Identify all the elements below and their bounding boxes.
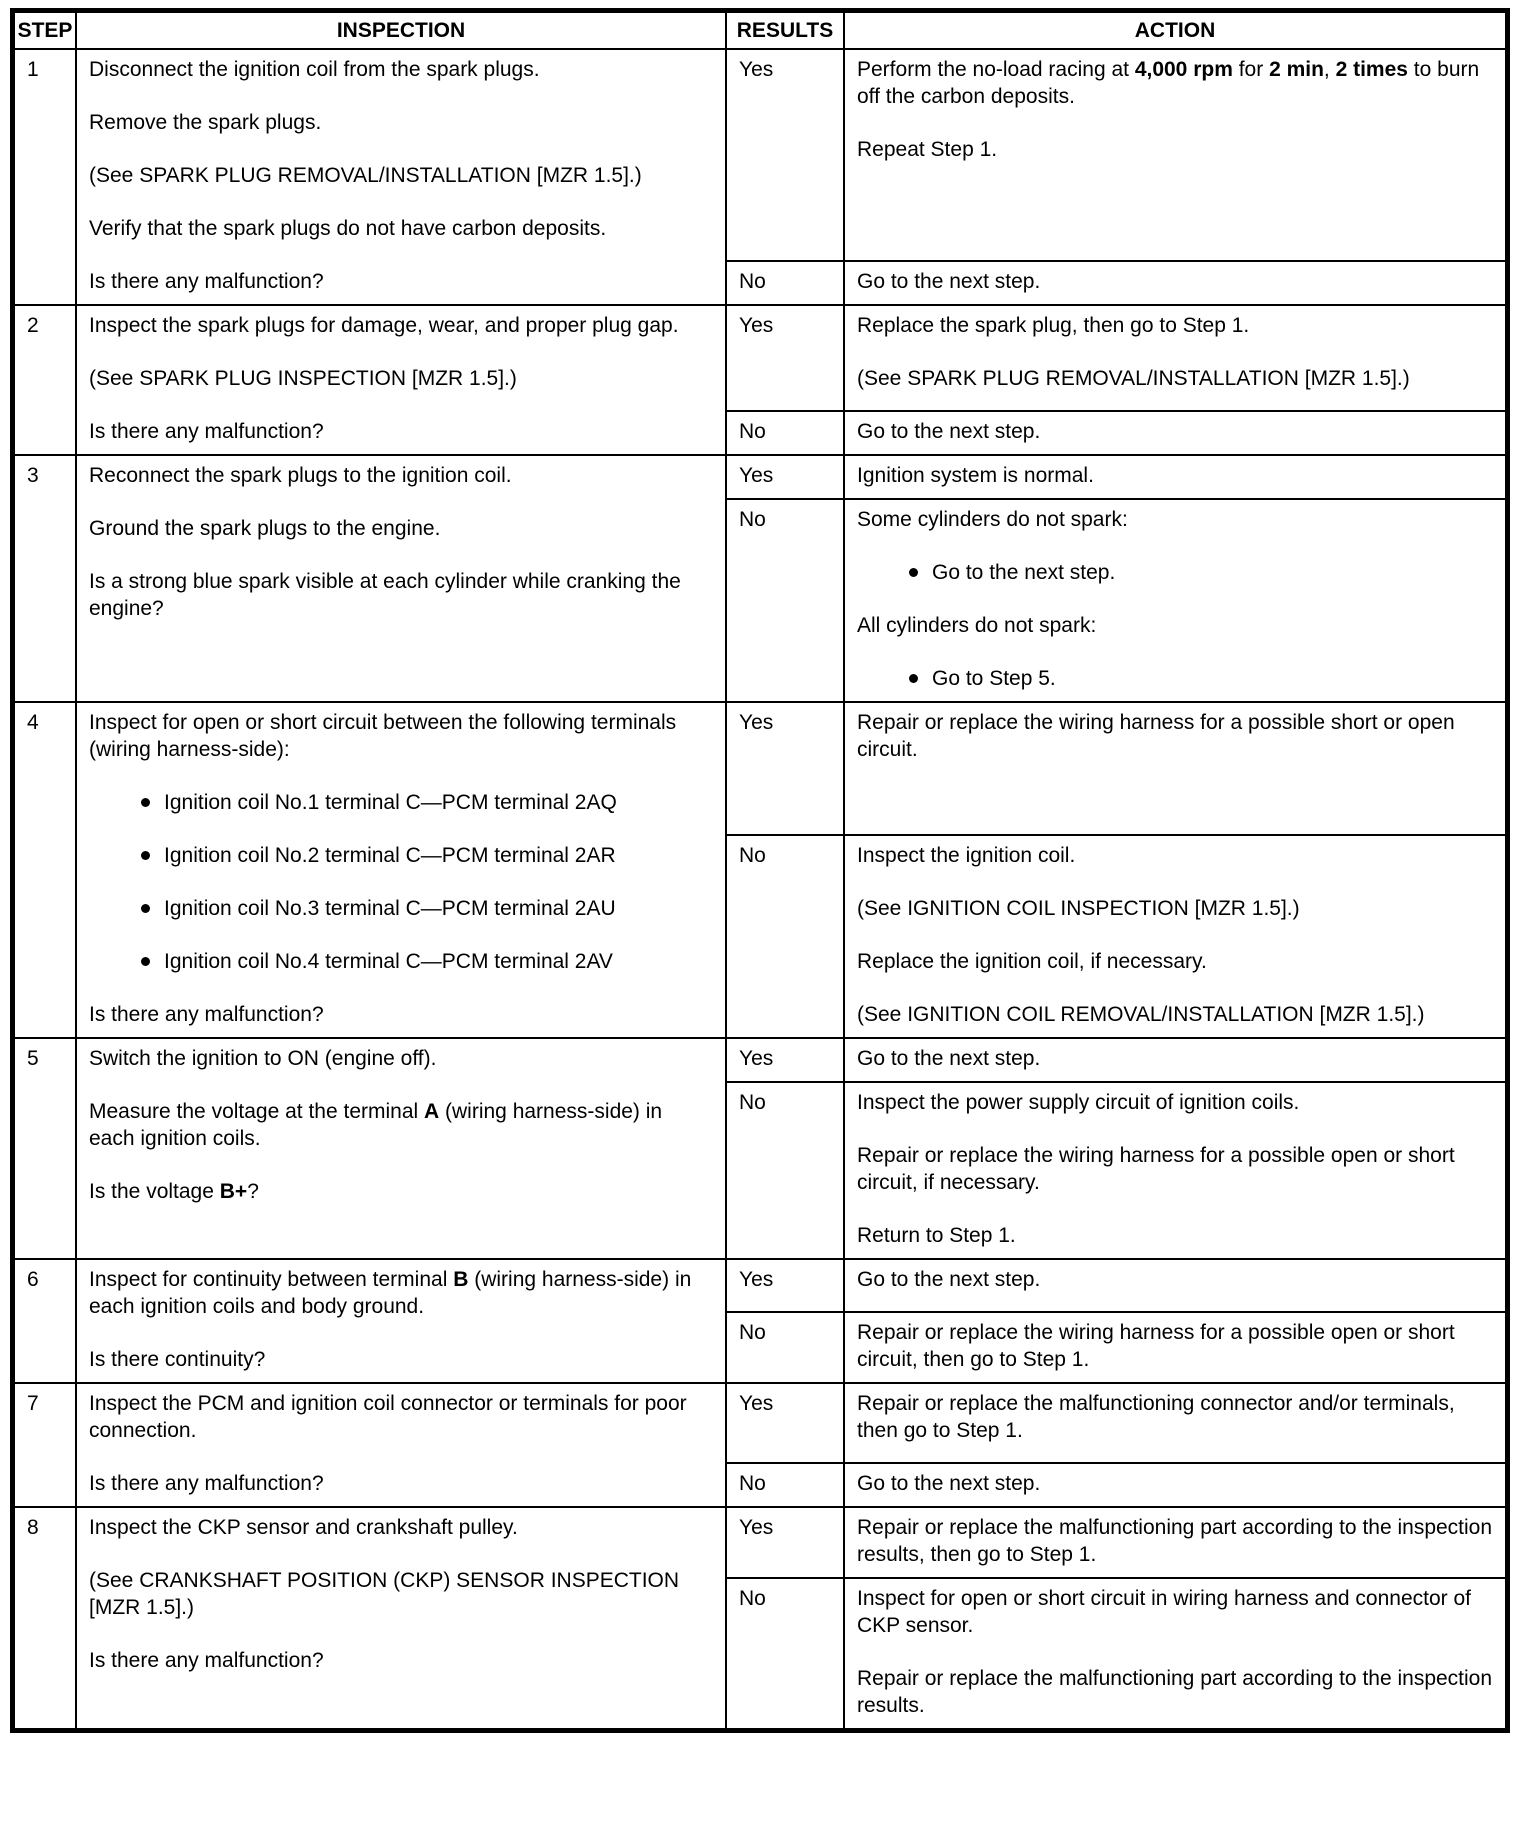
paragraph: Verify that the spark plugs do not have carbon deposits. — [89, 217, 607, 240]
paragraph: Repeat Step 1. — [857, 138, 998, 161]
result-action-row — [727, 1384, 1505, 1462]
results-action-group — [727, 456, 1505, 701]
result-cell: Yes — [727, 1384, 845, 1462]
result-action-row — [727, 834, 1505, 1037]
paragraph: Replace the ignition coil, if necessary. — [857, 950, 1207, 973]
paragraph: Inspect the CKP sensor and crankshaft pulley. — [89, 1516, 518, 1539]
result-action-row — [727, 260, 1505, 304]
paragraph: Remove the spark plugs. — [89, 111, 322, 134]
result-cell: No — [727, 836, 845, 1037]
table-header-row — [15, 13, 1505, 48]
result-action-row — [727, 306, 1505, 410]
bullet-item — [857, 559, 1493, 586]
paragraph: (See IGNITION COIL REMOVAL/INSTALLATION [MZR 1.5].) — [857, 1003, 1425, 1026]
results-action-group — [727, 1039, 1505, 1258]
result-cell: No — [727, 1579, 845, 1728]
step-row — [15, 1037, 1505, 1258]
paragraph: Reconnect the spark plugs to the ignition coil. — [89, 464, 512, 487]
paragraph: Inspect the PCM and ignition coil connector or terminals for poor connection. — [89, 1392, 687, 1442]
result-cell: No — [727, 500, 845, 701]
paragraph: Disconnect the ignition coil from the spark plugs. — [89, 58, 540, 81]
result-cell: Yes — [727, 306, 845, 410]
result-action-row — [727, 703, 1505, 834]
column-header-results: RESULTS — [727, 13, 845, 48]
result-action-row — [727, 1462, 1505, 1506]
action-cell — [845, 262, 1505, 304]
paragraph: Repair or replace the wiring harness for a possible open or short circuit, then go to Step 1. — [857, 1321, 1455, 1371]
step-number-cell: 8 — [15, 1508, 77, 1728]
result-action-row — [727, 410, 1505, 454]
paragraph: Is there continuity? — [89, 1348, 266, 1371]
paragraph: Inspect the spark plugs for damage, wear, and proper plug gap. — [89, 314, 679, 337]
step-row — [15, 304, 1505, 454]
column-header-step: STEP — [15, 13, 77, 48]
paragraph: (See SPARK PLUG REMOVAL/INSTALLATION [MZR 1.5].) — [89, 164, 642, 187]
result-action-row — [727, 456, 1505, 498]
paragraph: (See SPARK PLUG REMOVAL/INSTALLATION [MZR 1.5].) — [857, 367, 1410, 390]
result-cell: No — [727, 262, 845, 304]
paragraph: Repair or replace the malfunctioning connector and/or terminals, then go to Step 1. — [857, 1392, 1455, 1442]
inspection-cell — [77, 306, 727, 454]
paragraph: Repair or replace the malfunctioning part according to the inspection results. — [857, 1667, 1493, 1717]
result-cell: Yes — [727, 1508, 845, 1577]
paragraph: Is there any malfunction? — [89, 420, 324, 443]
bullet-text: Ignition coil No.3 terminal C—PCM terminal 2AU — [164, 897, 616, 920]
paragraph: Inspect for open or short circuit between the following terminals (wiring harness-side): — [89, 711, 677, 761]
inspection-cell — [77, 456, 727, 701]
action-cell — [845, 1508, 1505, 1577]
step-number-cell: 1 — [15, 50, 77, 304]
bullet-item — [89, 842, 713, 869]
bullet-icon — [141, 904, 150, 913]
inspection-cell — [77, 1039, 727, 1258]
inspection-cell — [77, 1384, 727, 1506]
paragraph: Repair or replace the malfunctioning part according to the inspection results, then go to Step 1. — [857, 1516, 1493, 1566]
results-action-group — [727, 1384, 1505, 1506]
bullet-text: Ignition coil No.1 terminal C—PCM terminal 2AQ — [164, 791, 617, 814]
step-row — [15, 701, 1505, 1037]
paragraph: Is there any malfunction? — [89, 1003, 324, 1026]
result-action-row — [727, 1260, 1505, 1311]
result-cell: Yes — [727, 703, 845, 834]
step-row — [15, 454, 1505, 701]
paragraph: (See SPARK PLUG INSPECTION [MZR 1.5].) — [89, 367, 517, 390]
bullet-item — [89, 948, 713, 975]
step-number-cell: 7 — [15, 1384, 77, 1506]
troubleshooting-table — [10, 8, 1510, 1733]
paragraph: Is there any malfunction? — [89, 270, 324, 293]
paragraph: Go to the next step. — [857, 1047, 1041, 1070]
action-cell — [845, 412, 1505, 454]
paragraph: Switch the ignition to ON (engine off). — [89, 1047, 437, 1070]
paragraph: Go to the next step. — [857, 420, 1041, 443]
result-action-row — [727, 1311, 1505, 1382]
result-cell: No — [727, 412, 845, 454]
result-cell: Yes — [727, 456, 845, 498]
paragraph: Go to the next step. — [857, 1268, 1041, 1291]
result-action-row — [727, 1081, 1505, 1258]
results-action-group — [727, 1508, 1505, 1728]
bullet-item — [89, 895, 713, 922]
column-header-action: ACTION — [1134, 19, 1216, 42]
paragraph: (See CRANKSHAFT POSITION (CKP) SENSOR INSPECTION [MZR 1.5].) — [89, 1569, 680, 1619]
results-action-group — [727, 1260, 1505, 1382]
paragraph: Inspect for continuity between terminal B (wiring harness-side) in each ignition coils and body ground. — [89, 1268, 692, 1318]
step-row — [15, 1258, 1505, 1382]
action-cell — [845, 1260, 1505, 1311]
action-cell — [845, 50, 1505, 260]
bullet-icon — [909, 568, 918, 577]
paragraph: Go to the next step. — [857, 1472, 1041, 1495]
paragraph: Is there any malfunction? — [89, 1649, 324, 1672]
step-row — [15, 1382, 1505, 1506]
results-action-group — [727, 703, 1505, 1037]
paragraph: Is the voltage B+? — [89, 1180, 259, 1203]
paragraph: Repair or replace the wiring harness for a possible short or open circuit. — [857, 711, 1455, 761]
inspection-cell — [77, 1508, 727, 1728]
bullet-item — [89, 789, 713, 816]
action-cell — [845, 456, 1505, 498]
results-action-group — [727, 50, 1505, 304]
paragraph: Inspect for open or short circuit in wiring harness and connector of CKP sensor. — [857, 1587, 1471, 1637]
action-cell — [845, 1083, 1505, 1258]
action-cell — [845, 306, 1505, 410]
inspection-cell — [77, 703, 727, 1037]
bullet-icon — [141, 851, 150, 860]
paragraph: Inspect the power supply circuit of ignition coils. — [857, 1091, 1300, 1114]
result-cell: Yes — [727, 1039, 845, 1081]
step-row — [15, 48, 1505, 304]
bullet-text: Go to Step 5. — [932, 667, 1056, 690]
step-number-cell: 3 — [15, 456, 77, 701]
paragraph: Go to the next step. — [857, 270, 1041, 293]
result-cell: No — [727, 1083, 845, 1258]
bullet-icon — [141, 957, 150, 966]
paragraph: All cylinders do not spark: — [857, 614, 1097, 637]
paragraph: Ignition system is normal. — [857, 464, 1094, 487]
action-cell — [845, 1039, 1505, 1081]
action-cell — [845, 1464, 1505, 1506]
result-action-row — [727, 1039, 1505, 1081]
bullet-text: Go to the next step. — [932, 561, 1116, 584]
step-number-cell: 5 — [15, 1039, 77, 1258]
paragraph: Repair or replace the wiring harness for a possible open or short circuit, if necessary. — [857, 1144, 1455, 1194]
inspection-cell — [77, 1260, 727, 1382]
step-row — [15, 1506, 1505, 1728]
paragraph: Return to Step 1. — [857, 1224, 1016, 1247]
bullet-text: Ignition coil No.4 terminal C—PCM terminal 2AV — [164, 950, 613, 973]
step-number-cell: 4 — [15, 703, 77, 1037]
bullet-icon — [909, 674, 918, 683]
result-cell: No — [727, 1313, 845, 1382]
result-cell: Yes — [727, 1260, 845, 1311]
bullet-item — [857, 665, 1493, 692]
result-cell: Yes — [727, 50, 845, 260]
paragraph: Some cylinders do not spark: — [857, 508, 1128, 531]
result-action-row — [727, 1508, 1505, 1577]
inspection-cell — [77, 50, 727, 304]
action-cell — [845, 1579, 1505, 1728]
action-cell — [845, 1384, 1505, 1462]
paragraph: Is a strong blue spark visible at each cylinder while cranking the engine? — [89, 570, 681, 620]
paragraph: Perform the no-load racing at 4,000 rpm for 2 min, 2 times to burn off the carbon deposits. — [857, 58, 1480, 108]
column-header-inspection: INSPECTION — [77, 13, 727, 48]
bullet-icon — [141, 798, 150, 807]
paragraph: Inspect the ignition coil. — [857, 844, 1076, 867]
result-action-row — [727, 1577, 1505, 1728]
step-number-cell: 2 — [15, 306, 77, 454]
paragraph: (See IGNITION COIL INSPECTION [MZR 1.5].) — [857, 897, 1300, 920]
result-action-row — [727, 498, 1505, 701]
result-cell: No — [727, 1464, 845, 1506]
result-action-row — [727, 50, 1505, 260]
bullet-text: Ignition coil No.2 terminal C—PCM terminal 2AR — [164, 844, 616, 867]
results-action-group — [727, 306, 1505, 454]
action-cell — [845, 703, 1505, 834]
action-cell — [845, 1313, 1505, 1382]
action-cell — [845, 836, 1505, 1037]
paragraph: Replace the spark plug, then go to Step 1. — [857, 314, 1250, 337]
paragraph: Ground the spark plugs to the engine. — [89, 517, 441, 540]
paragraph: Measure the voltage at the terminal A (wiring harness-side) in each ignition coils. — [89, 1100, 663, 1150]
action-cell — [845, 500, 1505, 701]
paragraph: Is there any malfunction? — [89, 1472, 324, 1495]
step-number-cell: 6 — [15, 1260, 77, 1382]
